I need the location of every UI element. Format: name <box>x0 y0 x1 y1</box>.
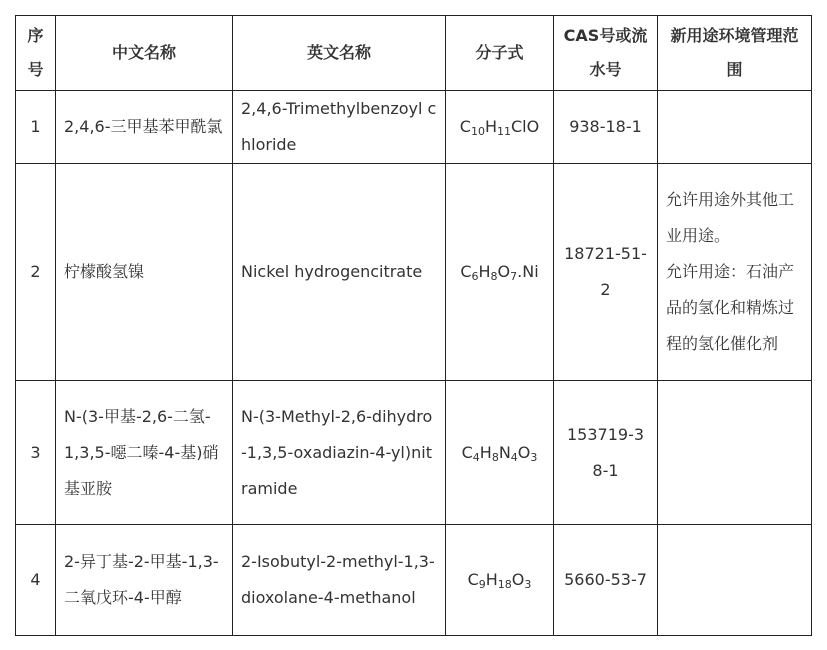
row-index: 1 <box>16 91 56 164</box>
formula-subscript: 9 <box>478 578 486 591</box>
row-index: 3 <box>16 381 56 525</box>
formula-element: N <box>498 442 511 462</box>
row-usage <box>658 91 812 164</box>
formula-element: C <box>459 117 471 136</box>
formula-subscript: 10 <box>470 125 485 138</box>
header-index: 序号 <box>16 16 56 91</box>
row-cn-name: 2-异丁基-2-甲基-1,3-二氧戊环-4-甲醇 <box>56 525 233 636</box>
formula-element: C <box>467 570 479 589</box>
formula-element: H <box>478 262 491 281</box>
row-usage <box>658 525 812 636</box>
row-en-name: Nickel hydrogencitrate <box>233 164 446 381</box>
row-usage <box>658 381 812 525</box>
row-en-name: N-(3-Methyl-2,6-dihydro-1,3,5-oxadiazin-4-yl)nitramide <box>233 381 446 525</box>
formula-subscript: 3 <box>524 578 532 591</box>
header-usage: 新用途环境管理范围 <box>658 16 812 91</box>
row-usage <box>658 164 812 381</box>
row-cn-name: 柠檬酸氢镍 <box>56 164 233 381</box>
chemical-substances-table <box>15 15 812 636</box>
row-cn-name: 2,4,6-三甲基苯甲酰氯 <box>56 91 233 164</box>
header-en-name: 英文名称 <box>233 16 446 91</box>
row-cn-name: N-(3-甲基-2,6-二氢-1,3,5-噁二嗪-4-基)硝基亚胺 <box>56 381 233 525</box>
row-formula <box>446 525 554 636</box>
formula-element: H <box>484 117 497 136</box>
table-row <box>16 381 812 525</box>
formula-element: O <box>517 442 531 462</box>
row-en-name: 2-Isobutyl-2-methyl-1,3-dioxolane-4-methanol <box>233 525 446 636</box>
header-cas: CAS号或流水号 <box>554 16 658 91</box>
usage-paragraph: 允许用途外其他工业用途。 <box>666 190 795 245</box>
formula-element: O <box>497 262 511 281</box>
formula-element: O <box>511 570 525 589</box>
row-cas: 18721-51-2 <box>554 164 658 381</box>
row-cas: 153719-38-1 <box>554 381 658 525</box>
row-index: 4 <box>16 525 56 636</box>
row-en-name: 2,4,6-Trimethylbenzoyl chloride <box>233 91 446 164</box>
table-row <box>16 164 812 381</box>
formula-element: H <box>485 570 498 589</box>
formula-subscript: 7 <box>510 270 518 283</box>
formula-element: C <box>460 262 472 281</box>
row-cas: 5660-53-7 <box>554 525 658 636</box>
row-formula <box>446 91 554 164</box>
table-row <box>16 91 812 164</box>
header-cn-name: 中文名称 <box>56 16 233 91</box>
formula-element: ClO <box>510 117 540 136</box>
formula-subscript: 11 <box>496 125 511 138</box>
table-header-row <box>16 16 812 91</box>
formula-subscript: 3 <box>530 450 538 464</box>
row-cas: 938-18-1 <box>554 91 658 164</box>
formula-subscript: 4 <box>510 450 518 464</box>
formula-subscript: 8 <box>490 270 498 283</box>
formula-subscript: 18 <box>497 578 512 591</box>
formula-subscript: 4 <box>472 450 480 464</box>
row-formula <box>446 381 554 525</box>
formula-subscript: 8 <box>491 450 499 464</box>
header-formula: 分子式 <box>446 16 554 91</box>
formula-element: C <box>461 442 473 462</box>
usage-paragraph: 允许用途：石油产品的氢化和精炼过程的氢化催化剂 <box>666 262 795 353</box>
row-index: 2 <box>16 164 56 381</box>
formula-element: .Ni <box>517 262 539 281</box>
formula-subscript: 6 <box>471 270 479 283</box>
table-row <box>16 525 812 636</box>
row-formula <box>446 164 554 381</box>
formula-element: H <box>479 442 492 462</box>
